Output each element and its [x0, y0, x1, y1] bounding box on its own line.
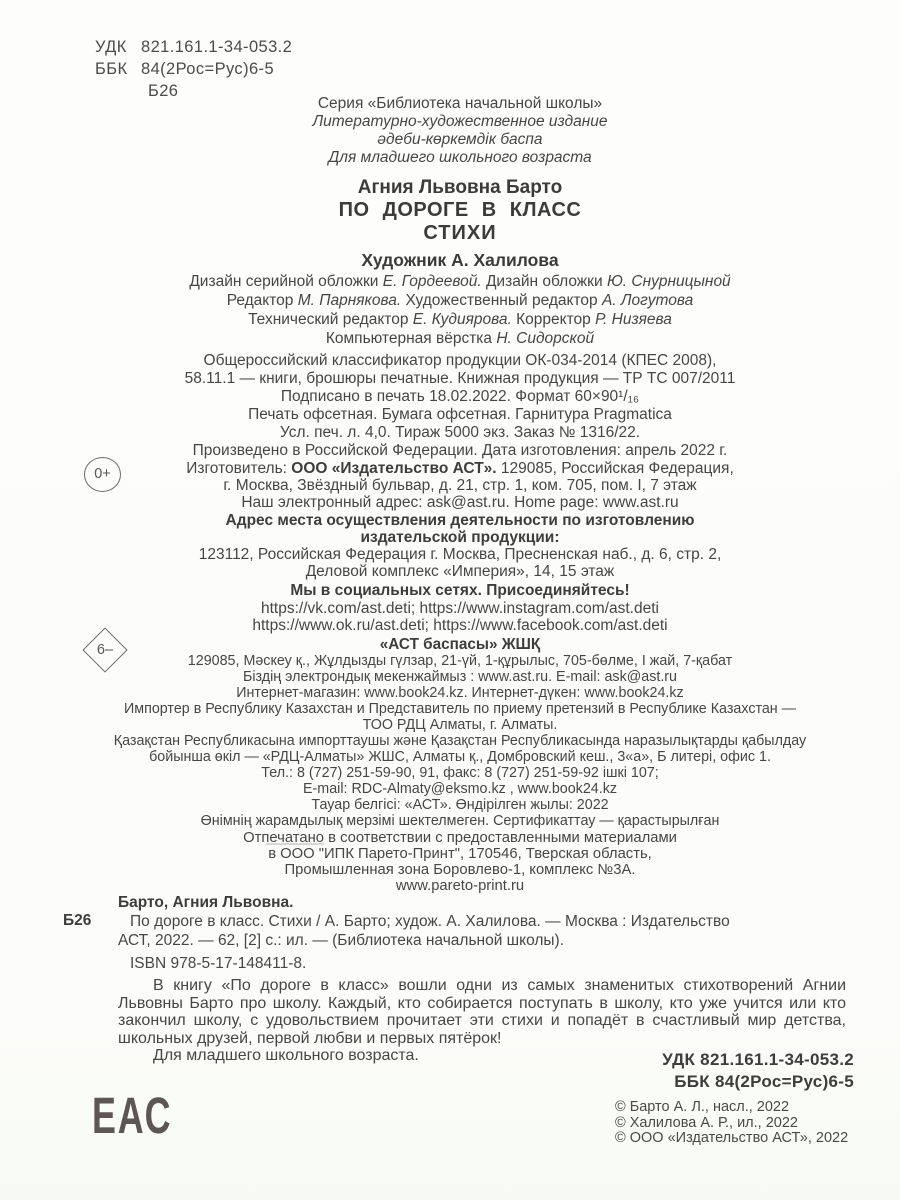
activity-address-lines	[60, 546, 860, 580]
copyright-block	[615, 1100, 848, 1147]
activity-address-line: 123112, Российская Федерация г. Москва, Пресненская наб., д. 6, стр. 2,	[198, 546, 722, 563]
kz-line: Біздің электрондық мекенжаймыз : www.ast.ru. E-mail: ask@ast.ru	[242, 669, 678, 685]
printer-line: Промышленная зона Боровлево-1, комплекс №3А.	[284, 862, 636, 878]
card-author-heading: Барто, Агния Львовна.	[118, 894, 294, 911]
audience-line: Для младшего школьного возраста.	[153, 1047, 419, 1064]
manufacturer-line: Изготовитель: ООО «Издательство АСТ». 129085, Российская Федерация,	[186, 460, 734, 477]
bottom-udk: УДК 821.161.1-34-053.2	[662, 1050, 854, 1069]
publisher-name: ООО «Издательство АСТ».	[291, 460, 497, 477]
activity-address-line: Деловой комплекс «Империя», 14, 15 этаж	[305, 563, 615, 580]
credits-line: Дизайн серийной обложки Е. Гордеевой. Дизайн обложки Ю. Снурницыной	[189, 273, 731, 290]
catalog-card	[60, 894, 860, 1065]
kz-line: Қазақстан Республикасына импорттаушы және Қазақстан Республикасында наразылықтарды қабылдау	[113, 733, 807, 749]
edition-type-ru: Литературно-художественное издание	[312, 113, 608, 130]
copyright-line: © Халилова А. Р., ил., 2022	[615, 1114, 798, 1131]
printer-block	[60, 830, 860, 894]
manufacturer-block	[60, 460, 860, 511]
udk-value: 821.161.1-34-053.2	[141, 38, 293, 56]
title-block	[60, 176, 860, 271]
card-author-sign: Б26	[63, 912, 92, 929]
print-info-line: Общероссийский классификатор продукции ОК-034-2014 (КПЕС 2008),	[203, 352, 717, 369]
kz-line: Тауар белгісі: «АСТ». Өндірілген жылы: 2022	[311, 797, 609, 813]
kz-line: Тел.: 8 (727) 251-59-90, 91, факс: 8 (727) 251-59-92 ішкі 107;	[261, 765, 659, 781]
credits-line: Редактор М. Парнякова. Художественный редактор А. Логутова	[226, 292, 694, 309]
book-author: Агния Львовна Барто	[357, 177, 563, 198]
social-url-line: https://www.ok.ru/ast.deti; https://www.facebook.com/ast.deti	[252, 617, 668, 634]
manufacturer-line: Наш электронный адрес: ask@ast.ru. Home page: www.ast.ru	[241, 494, 679, 511]
audience-note: Для младшего школьного возраста	[328, 149, 592, 166]
kz-line: 129085, Мәскеу қ., Жұлдызды гүлзар, 21-үй, 1-құрылыс, 705-бөлме, I жай, 7-қабат	[187, 653, 733, 669]
card-entry-line: По дороге в класс. Стихи / А. Барто; худож. А. Халилова. — Москва : Издательство	[130, 913, 730, 930]
author-sign: Б26	[148, 82, 179, 100]
social-url-line: https://vk.com/ast.deti; https://www.instagram.com/ast.deti	[261, 600, 659, 617]
bottom-classification-codes	[662, 1049, 854, 1092]
annotation-paragraph: В книгу «По дороге в класс» вошли одни из самых знаменитых стихотворений Агнии Львовны Барто про школу. Каждый, кто собирается поступать в школу, кто уже учится или кто закончил школу, с удовольствием прочитает эти стихи и попадёт в счастливый мир детства, школьных друзей, первой любви и первых пятёрок!	[118, 977, 846, 1047]
manufacturer-line: г. Москва, Звёздный бульвар, д. 21, стр. 1, ком. 705, пом. I, 7 этаж	[223, 477, 697, 494]
kz-line: ТОО РДЦ Алматы, г. Алматы.	[362, 717, 558, 733]
bottom-bbk: ББК 84(2Рос=Рус)6-5	[674, 1071, 854, 1091]
print-info-line: Подписано в печать 18.02.2022. Формат 60×90¹/₁₆	[280, 388, 640, 405]
kz-line: E-mail: RDC-Almaty@eksmo.kz , www.book24.kz	[302, 781, 618, 797]
series-block	[60, 95, 860, 167]
print-info-line: 58.11.1 — книги, брошюры печатные. Книжная продукция — ТР ТС 007/2011	[184, 370, 736, 387]
eac-conformity-mark-icon: ЕАС	[92, 1089, 173, 1145]
credits-line: Компьютерная вёрстка Н. Сидорской	[325, 330, 595, 347]
credits-block	[60, 272, 860, 348]
age-rating-6minus-mark: 6–	[82, 627, 128, 673]
printer-line: Отпечатано в соответствии с предоставленными материалами	[243, 830, 677, 846]
kz-line: Өнімнің жарамдылық мерзімі шектелмеген. Сертификаттау — қарастырылған	[200, 813, 720, 829]
printer-line: www.pareto-print.ru	[395, 878, 525, 894]
kz-publisher-heading: «АСТ баспасы» ЖШҚ	[379, 636, 541, 653]
printer-line: в ООО "ИПК Парето-Принт", 170546, Тверская область,	[268, 846, 652, 862]
card-entry-line: АСТ, 2022. — 62, [2] с.: ил. — (Библиотека начальной школы).	[118, 932, 564, 949]
print-info-block	[60, 352, 860, 460]
udk-label: УДК	[95, 38, 127, 56]
bbk-value: 84(2Рос=Рус)6-5	[141, 60, 275, 78]
social-urls	[60, 600, 860, 634]
social-heading: Мы в социальных сетях. Присоединяйтесь!	[290, 582, 630, 599]
book-artist: Художник А. Халилова	[361, 250, 559, 270]
kazakhstan-block	[60, 636, 860, 829]
imprint-content	[60, 0, 860, 1065]
print-info-line: Усл. печ. л. 4,0. Тираж 5000 экз. Заказ № 1316/22.	[279, 424, 641, 441]
series-name: Серия «Библиотека начальной школы»	[317, 95, 603, 112]
isbn: ISBN 978-5-17-148411-8.	[130, 955, 307, 972]
age-rating-0plus-mark: 0+	[84, 457, 121, 492]
kz-line: Интернет-магазин: www.book24.kz. Интернет-дүкен: www.book24.kz	[236, 685, 684, 701]
edition-type-kz: әдеби-көркемдік баспа	[377, 131, 543, 148]
copyright-line: © ООО «Издательство АСТ», 2022	[615, 1130, 849, 1146]
book-title: ПО ДОРОГЕ В КЛАСС	[338, 199, 582, 221]
copyright-line: © Барто А. Л., насл., 2022	[615, 1099, 790, 1115]
print-info-line: Произведено в Российской Федерации. Дата изготовления: апрель 2022 г.	[192, 442, 728, 459]
print-info-line: Печать офсетная. Бумага офсетная. Гарнитура Pragmatica	[248, 406, 672, 423]
bbk-label: ББК	[95, 60, 128, 78]
credits-line: Технический редактор Е. Кудиярова. Корректор Р. Низяева	[248, 311, 672, 328]
book-subtitle: СТИХИ	[423, 222, 497, 244]
kz-line: бойынша өкіл — «РДЦ-Алматы» ЖШС, Алматы қ., Домбровский кеш., 3«а», Б литері, офис 1.	[149, 749, 771, 765]
activity-address-heading: Адрес места осуществления деятельности по изготовлению издательской продукции:	[225, 512, 695, 546]
kz-line: Импортер в Республику Казахстан и Представитель по приему претензий в Республике Казахстан —	[124, 701, 796, 717]
